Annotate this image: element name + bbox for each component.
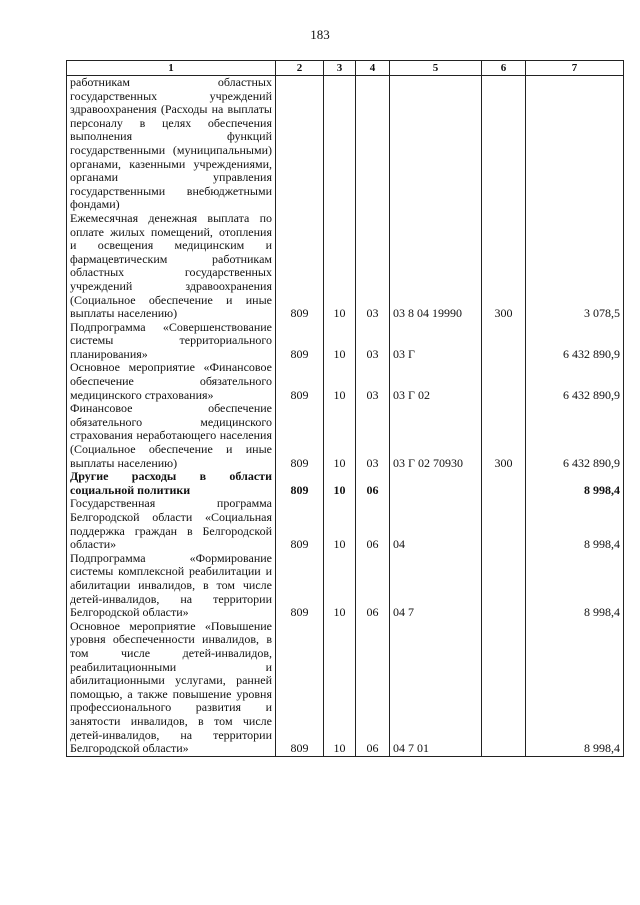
row-subsection-code: 03: [356, 361, 390, 402]
row-subsection-code: 03: [356, 212, 390, 321]
table-row: [67, 620, 624, 756]
row-amount: 6 432 890,9: [526, 321, 624, 362]
row-subsection-code: 06: [356, 470, 390, 497]
row-expense-type-code: [482, 620, 526, 756]
column-header-7: 7: [526, 61, 624, 76]
row-subsection-code: 06: [356, 497, 390, 551]
row-expense-type-code: [482, 76, 526, 212]
row-ministry-code: 809: [276, 321, 324, 362]
row-ministry-code: 809: [276, 470, 324, 497]
row-description: Основное мероприятие «Повышение уровня обеспеченности инвалидов, в том числе детей-инвалидов, реабилитационными и абилитационными услугами, ранней помощью, а также повышение уровня профессионального развития и занятости инвалидов, в том числе детей-инвалидов, на территории Белгородской области»: [67, 620, 276, 756]
table-row: [67, 402, 624, 470]
row-ministry-code: 809: [276, 620, 324, 756]
table-row: [67, 212, 624, 321]
table-row: [67, 76, 624, 212]
table-row: [67, 321, 624, 362]
row-description: Финансовое обеспечение обязательного медицинского страхования неработающего населения (Социальное обеспечение и иные выплаты населению): [67, 402, 276, 470]
page-number: 183: [310, 27, 330, 42]
row-ministry-code: 809: [276, 361, 324, 402]
row-subsection-code: 06: [356, 620, 390, 756]
row-amount: 3 078,5: [526, 212, 624, 321]
row-section-code: [324, 76, 356, 212]
row-expense-type-code: 300: [482, 212, 526, 321]
column-header-3: 3: [324, 61, 356, 76]
row-section-code: 10: [324, 552, 356, 620]
column-header-5: 5: [390, 61, 482, 76]
table-row: [67, 552, 624, 620]
row-section-code: 10: [324, 470, 356, 497]
row-description: Подпрограмма «Совершенствование системы территориального планирования»: [67, 321, 276, 362]
row-expense-type-code: [482, 321, 526, 362]
column-header-6: 6: [482, 61, 526, 76]
column-header-2: 2: [276, 61, 324, 76]
row-subsection-code: 06: [356, 552, 390, 620]
row-expense-type-code: 300: [482, 402, 526, 470]
table-row: [67, 470, 624, 497]
row-ministry-code: 809: [276, 552, 324, 620]
column-header-4: 4: [356, 61, 390, 76]
row-expense-type-code: [482, 361, 526, 402]
row-section-code: 10: [324, 321, 356, 362]
table-body: [67, 76, 624, 757]
column-header-1: 1: [67, 61, 276, 76]
row-amount: 8 998,4: [526, 620, 624, 756]
row-section-code: 10: [324, 212, 356, 321]
row-target-article-code: 03 8 04 19990: [390, 212, 482, 321]
row-description: Ежемесячная денежная выплата по оплате жилых помещений, отопления и освещения медицинским и фармацевтическим работникам областных государственных учреждений здравоохранения (Социальное обеспечение и иные выплаты населению): [67, 212, 276, 321]
row-section-code: 10: [324, 497, 356, 551]
row-target-article-code: 04: [390, 497, 482, 551]
row-subsection-code: [356, 76, 390, 212]
table-header-row: [67, 61, 624, 76]
row-amount: 8 998,4: [526, 497, 624, 551]
row-subsection-code: 03: [356, 321, 390, 362]
row-section-code: 10: [324, 402, 356, 470]
row-subsection-code: 03: [356, 402, 390, 470]
row-amount: 6 432 890,9: [526, 361, 624, 402]
row-amount: 6 432 890,9: [526, 402, 624, 470]
row-target-article-code: [390, 76, 482, 212]
row-description: Государственная программа Белгородской области «Социальная поддержка граждан в Белгородской области»: [67, 497, 276, 551]
row-description: работникам областных государственных учреждений здравоохранения (Расходы на выплаты персоналу в целях обеспечения выполнения функций государственными (муниципальными) органами, казенными учреждениями, органами управления государственными внебюджетными фондами): [67, 76, 276, 212]
row-ministry-code: 809: [276, 497, 324, 551]
row-expense-type-code: [482, 470, 526, 497]
row-amount: [526, 76, 624, 212]
row-target-article-code: [390, 470, 482, 497]
row-description: Подпрограмма «Формирование системы комплексной реабилитации и абилитации инвалидов, в том числе детей-инвалидов, на территории Белгородской области»: [67, 552, 276, 620]
row-amount: 8 998,4: [526, 552, 624, 620]
row-section-code: 10: [324, 620, 356, 756]
row-ministry-code: 809: [276, 402, 324, 470]
row-ministry-code: 809: [276, 212, 324, 321]
row-description: Другие расходы в области социальной политики: [67, 470, 276, 497]
row-amount: 8 998,4: [526, 470, 624, 497]
budget-table: [66, 60, 624, 757]
row-target-article-code: 04 7: [390, 552, 482, 620]
row-ministry-code: [276, 76, 324, 212]
row-description: Основное мероприятие «Финансовое обеспечение обязательного медицинского страхования»: [67, 361, 276, 402]
table-row: [67, 361, 624, 402]
row-expense-type-code: [482, 552, 526, 620]
row-section-code: 10: [324, 361, 356, 402]
table-row: [67, 497, 624, 551]
row-target-article-code: 03 Г 02 70930: [390, 402, 482, 470]
row-target-article-code: 03 Г 02: [390, 361, 482, 402]
row-target-article-code: 04 7 01: [390, 620, 482, 756]
row-target-article-code: 03 Г: [390, 321, 482, 362]
row-expense-type-code: [482, 497, 526, 551]
